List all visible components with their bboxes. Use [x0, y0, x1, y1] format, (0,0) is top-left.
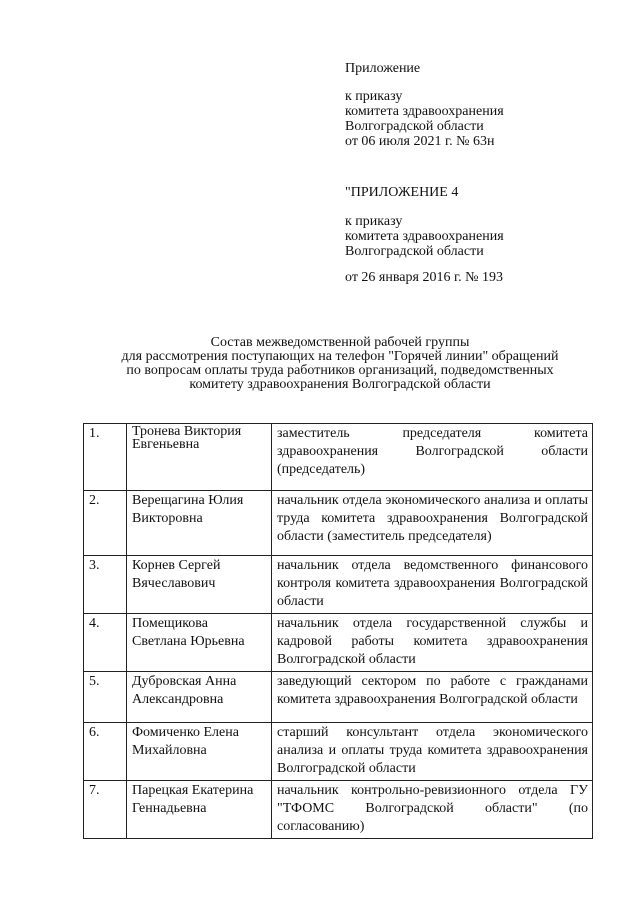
member-name-line: Геннадьевна [132, 801, 207, 816]
member-role: начальник отдела экономического анализа и оплаты труда комитета здравоохранения Волгоградской области (заместитель председателя) [272, 491, 593, 556]
appendix-4-line: Волгоградской области [345, 244, 484, 259]
member-role: начальник отдела государственной службы и кадровой работы комитета здравоохранения Волгоградской области [272, 614, 593, 672]
appendix-4-line: комитета здравоохранения [345, 229, 504, 244]
member-name-line: Светлана Юрьевна [132, 634, 245, 649]
member-role: начальник отдела ведомственного финансового контроля комитета здравоохранения Волгоградской области [272, 556, 593, 614]
member-name-line: Корнев Сергей [132, 558, 221, 573]
appendix-heading: Приложение [345, 61, 421, 76]
member-name-line: Верещагина Юлия [132, 493, 244, 508]
member-role: заместитель председателя комитета здравоохранения Волгоградской области (председатель) [272, 424, 593, 491]
member-role: заведующий сектором по работе с гражданами комитета здравоохранения Волгоградской области [272, 672, 593, 723]
title-line: комитету здравоохранения Волгоградской области [189, 377, 491, 392]
member-role: начальник контрольно-ревизионного отдела ГУ "ТФОМС Волгоградской области" (по согласованию) [272, 781, 593, 839]
member-name [127, 424, 272, 491]
appendix-line: комитета здравоохранения [345, 104, 504, 119]
appendix-line: к приказу [345, 89, 403, 104]
appendix-line: от 06 июля 2021 г. № 63н [345, 134, 495, 149]
table-row [84, 556, 593, 614]
member-name [127, 781, 272, 839]
table-row [84, 723, 593, 781]
member-name-line: Фомиченко Елена [132, 725, 239, 740]
member-name-line: Дубровская Анна [132, 674, 237, 689]
member-name-line: Александровна [132, 692, 224, 707]
table-row [84, 781, 593, 839]
document-title [90, 336, 590, 392]
table-row [84, 424, 593, 491]
member-number: 1. [84, 424, 127, 491]
member-name [127, 556, 272, 614]
member-name-line: Викторовна [132, 511, 203, 526]
member-name-line: Михайловна [132, 743, 207, 758]
member-name-line: Тронева Виктория [132, 424, 242, 439]
appendix-4-date: от 26 января 2016 г. № 193 [345, 270, 503, 285]
appendix-4-line: к приказу [345, 214, 403, 229]
member-name-line: Евгеньевна [132, 437, 200, 452]
member-role: старший консультант отдела экономического анализа и оплаты труда комитета здравоохранения Волгоградской области [272, 723, 593, 781]
member-number: 6. [84, 723, 127, 781]
table-row [84, 614, 593, 672]
member-name [127, 672, 272, 723]
table-row [84, 491, 593, 556]
appendix-header [345, 61, 615, 149]
appendix-4-heading: "ПРИЛОЖЕНИЕ 4 [345, 185, 459, 200]
member-name [127, 491, 272, 556]
member-name [127, 614, 272, 672]
title-line: для рассмотрения поступающих на телефон "Горячей линии" обращений [121, 349, 559, 364]
appendix-4-header [345, 185, 615, 285]
title-line: Состав межведомственной рабочей группы [210, 335, 470, 350]
member-number: 7. [84, 781, 127, 839]
member-name-line: Вячеславович [132, 576, 216, 591]
members-table [83, 423, 593, 839]
title-line: по вопросам оплаты труда работников организаций, подведомственных [126, 363, 554, 378]
table-row [84, 672, 593, 723]
member-number: 4. [84, 614, 127, 672]
member-number: 5. [84, 672, 127, 723]
member-number: 2. [84, 491, 127, 556]
appendix-line: Волгоградской области [345, 119, 484, 134]
member-name [127, 723, 272, 781]
member-number: 3. [84, 556, 127, 614]
member-name-line: Парецкая Екатерина [132, 783, 254, 798]
member-name-line: Помещикова [132, 616, 208, 631]
